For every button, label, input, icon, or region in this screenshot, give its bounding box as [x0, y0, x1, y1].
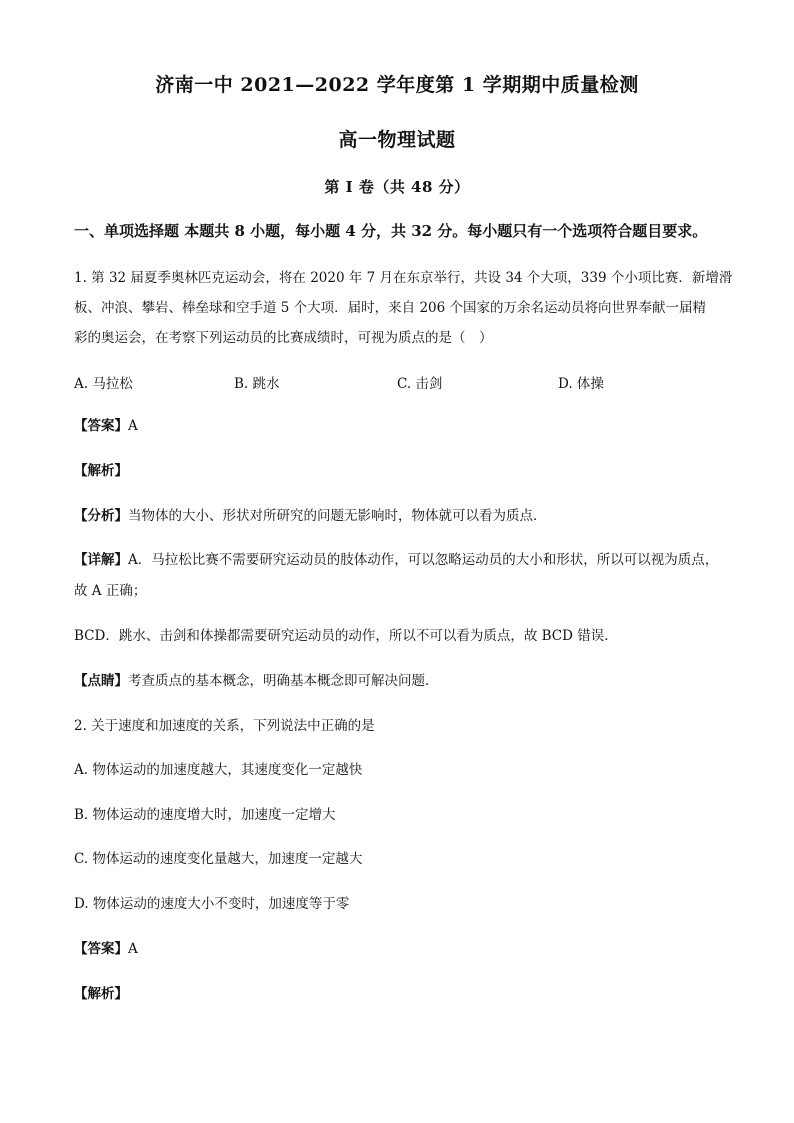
- xiangjie-tag: 【详解】: [74, 552, 128, 568]
- q2-analysis: [74, 984, 724, 1004]
- q2-option-c: C. 物体运动的速度变化量越大，加速度一定越大: [74, 851, 363, 867]
- fenxi-tag: 【分析】: [74, 508, 128, 524]
- xiangjie-text-1: A．马拉松比赛不需要研究运动员的肢体动作，可以忽略运动员的大小和形状，所以可以视为质点，: [128, 552, 719, 568]
- answer-value: A: [128, 941, 138, 957]
- answer-value: A: [128, 418, 138, 434]
- q2-stem: 2. 关于速度和加速度的关系，下列说法中正确的是: [74, 718, 375, 734]
- q1-stem-line-1: 1. 第 32 届夏季奥林匹克运动会，将在 2020 年 7 月在东京举行，共设 34 个大项，339 个小项比赛．新增滑: [74, 270, 733, 286]
- q2-option-d: D. 物体运动的速度大小不变时，加速度等于零: [74, 896, 350, 912]
- dianjing-tag: 【点睛】: [74, 673, 128, 689]
- analysis-tag: 【解析】: [74, 463, 128, 479]
- q1-stem-line-3: 彩的奥运会，在考察下列运动员的比赛成绩时，可视为质点的是（ ）: [74, 330, 493, 346]
- answer-tag: 【答案】: [74, 418, 128, 434]
- exam-subject: 高一物理试题: [338, 129, 456, 151]
- exam-title: 济南一中 2021—2022 学年度第 1 学期期中质量检测: [155, 74, 639, 96]
- analysis-tag: 【解析】: [74, 986, 128, 1002]
- q1-answer: [74, 416, 724, 436]
- section-heading: 一、单项选择题 本题共 8 小题，每小题 4 分，共 32 分。每小题只有一个选项符合题目要求。: [74, 222, 708, 240]
- q1-analysis: [74, 461, 724, 481]
- q1-bcd-explanation: BCD．跳水、击剑和体操都需要研究运动员的动作，所以不可以看为质点，故 BCD 错误．: [74, 628, 618, 644]
- q1-xiangjie-line-1: [74, 550, 724, 570]
- q1-option-c: C. 击剑: [397, 376, 443, 392]
- q2-option-b: B. 物体运动的速度增大时，加速度一定增大: [74, 807, 336, 823]
- q1-fenxi: [74, 506, 724, 526]
- q2-option-a: A. 物体运动的加速度越大，其速度变化一定越快: [74, 762, 363, 778]
- q1-option-d: D. 体操: [558, 376, 604, 392]
- q1-option-b: B. 跳水: [234, 376, 280, 392]
- q1-dianjing: [74, 671, 724, 691]
- answer-tag: 【答案】: [74, 941, 128, 957]
- q2-answer: [74, 939, 724, 959]
- fenxi-text: 当物体的大小、形状对所研究的问题无影响时，物体就可以看为质点．: [128, 508, 547, 524]
- q1-option-a: A. 马拉松: [74, 376, 133, 392]
- q1-stem-line-2: 板、冲浪、攀岩、棒垒球和空手道 5 个大项．届时，来自 206 个国家的万余名运动员将向世界奉献一届精: [74, 300, 707, 316]
- dianjing-text: 考查质点的基本概念，明确基本概念即可解决问题．: [128, 673, 439, 689]
- volume-heading: 第 I 卷（共 48 分）: [324, 178, 470, 196]
- q1-xiangjie-line-2: 故 A 正确；: [74, 583, 147, 599]
